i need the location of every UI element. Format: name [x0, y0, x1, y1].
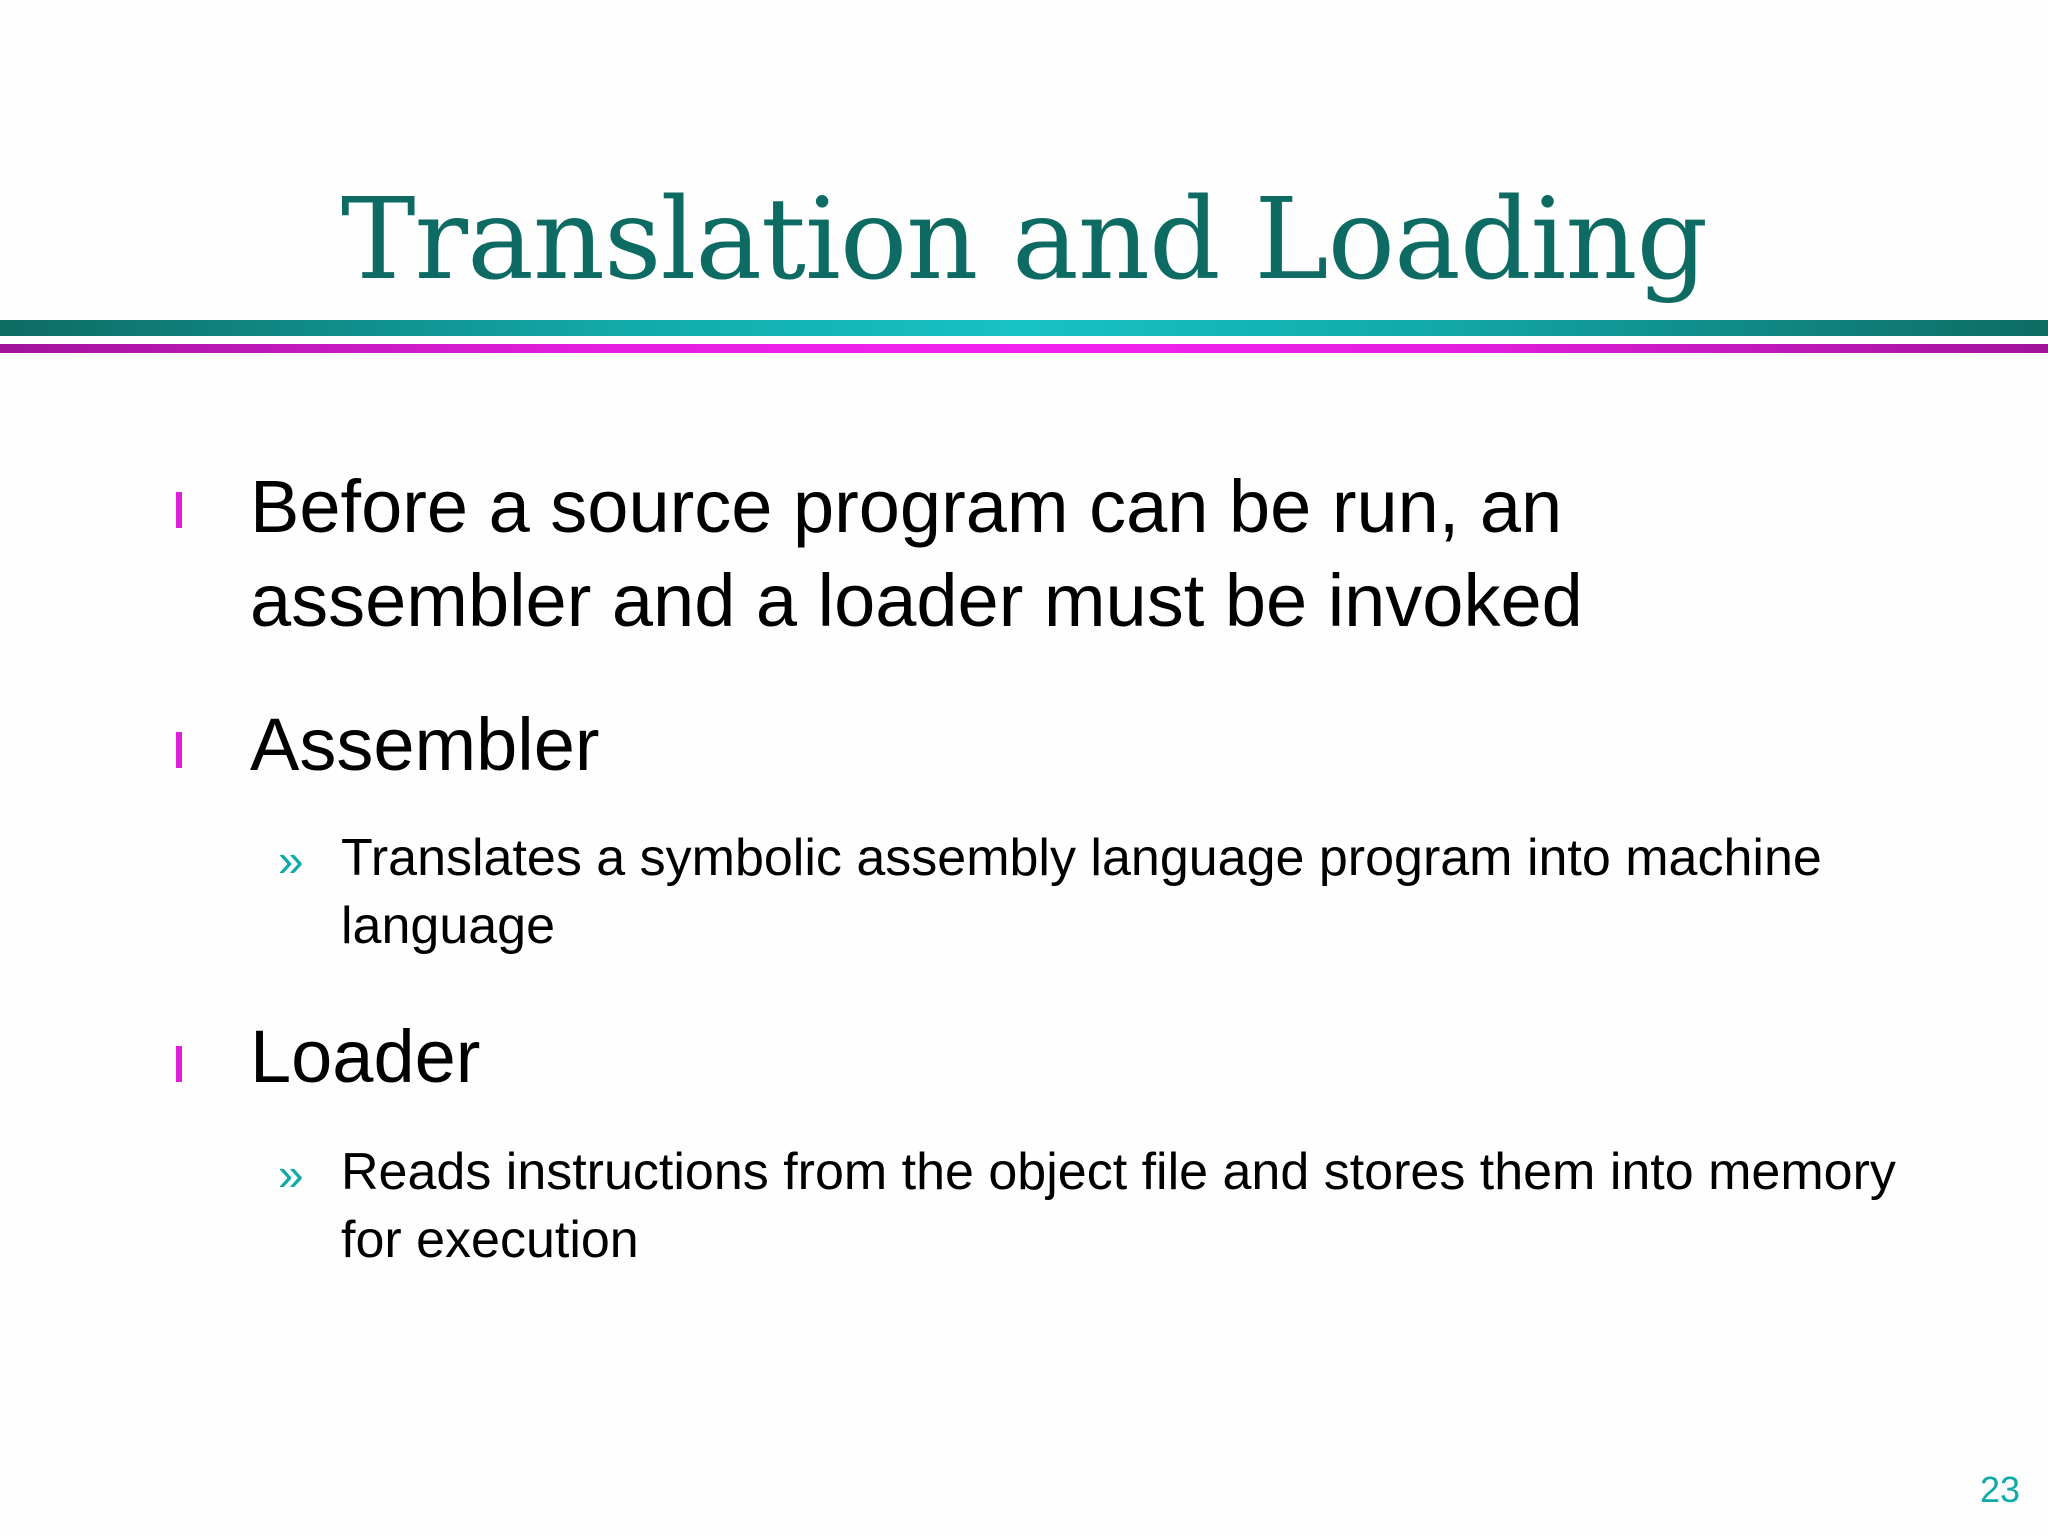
sub-bullet-marker-icon: » — [278, 1148, 304, 1200]
bullet-text: Loader — [250, 1015, 481, 1098]
sub-bullet-marker-icon: » — [278, 834, 304, 886]
bullet-text: Assembler — [250, 703, 600, 786]
bullet-text: Before a source program can be run, an assembler and a loader must be invoked — [250, 465, 1583, 642]
bullet-marker-icon — [176, 492, 182, 528]
bullet-marker-icon — [176, 1046, 182, 1082]
title-divider-teal — [0, 320, 2048, 336]
sub-bullet-text: Translates a symbolic assembly language program into machine language — [341, 829, 1822, 955]
page-number: 23 — [1979, 1469, 2020, 1510]
title-divider-magenta — [0, 344, 2048, 353]
sub-bullet-text: Reads instructions from the object file and stores them into memory for execution — [341, 1143, 1896, 1269]
slide-title: Translation and Loading — [340, 175, 1708, 305]
bullet-marker-icon — [176, 732, 182, 768]
